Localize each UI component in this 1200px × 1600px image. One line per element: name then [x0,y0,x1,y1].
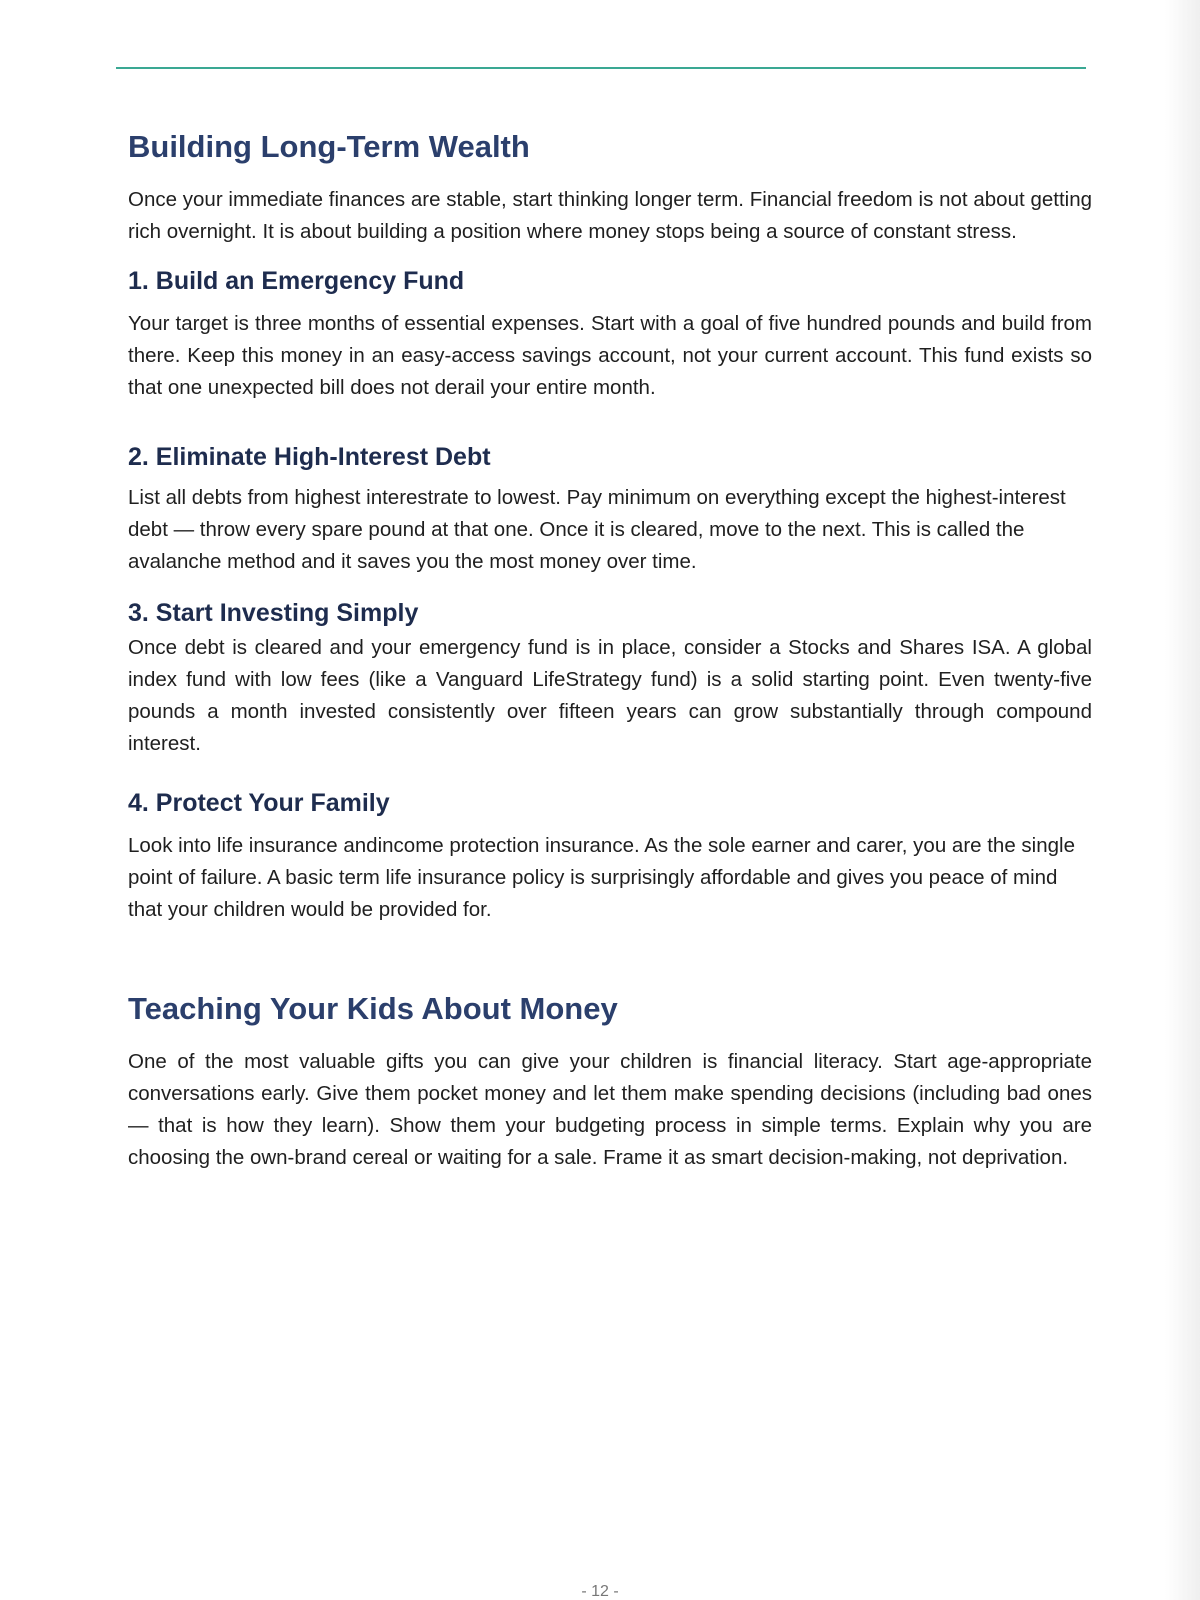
section-intro-wealth: Once your immediate finances are stable, start thinking longer term. Financial freedom is not about getting rich overnight. It is about building a position where money stops being a source of constant stress. [128,188,1092,244]
section-body-kids: One of the most valuable gifts you can give your children is financial literacy. Start age-appropriate conversations early. Give them pocket money and let them make spending decisions (including bad ones — that is how they learn). Show them your budgeting process in simple terms. Explain why you are choosing the own-brand cereal or waiting for a sale. Frame it as smart decision-making, not deprivation. [128,1050,1092,1170]
item-body-protect-family: Look into life insurance andincome protection insurance. As the sole earner and carer, you are the single point of failure. A basic term life insurance policy is surprisingly affordable and gives you peace of mind that your children would be provided for. [128,834,1075,922]
section-title-wealth: Building Long-Term Wealth [128,129,530,164]
item-heading-emergency-fund: 1. Build an Emergency Fund [128,267,465,296]
section-title-kids: Teaching Your Kids About Money [128,991,618,1027]
item-body-investing: Once debt is cleared and your emergency fund is in place, consider a Stocks and Shares ISA. A global index fund with low fees (like a Vanguard LifeStrategy fund) is a solid starting point. Even twenty-five pounds a month invested consistently over fifteen years can grow substantially through compound interest. [128,636,1092,756]
item-body-high-interest-debt: List all debts from highest interestrate to lowest. Pay minimum on everything except the highest-interest debt — throw every spare pound at that one. Once it is cleared, move to the next. This is called the avalanche method and it saves you the most money over time. [128,486,1066,574]
page-content [128,128,1092,1174]
item-heading-protect-family: 4. Protect Your Family [128,789,390,818]
item-heading-high-interest-debt: 2. Eliminate High-Interest Debt [128,443,491,472]
item-body-emergency-fund: Your target is three months of essential expenses. Start with a goal of five hundred pounds and build from there. Keep this money in an easy-access savings account, not your current account. This fund exists so that one unexpected bill does not derail your entire month. [128,312,1092,400]
header-rule [116,67,1086,69]
item-heading-investing: 3. Start Investing Simply [128,599,419,628]
page-number: - 12 - [581,1583,619,1600]
